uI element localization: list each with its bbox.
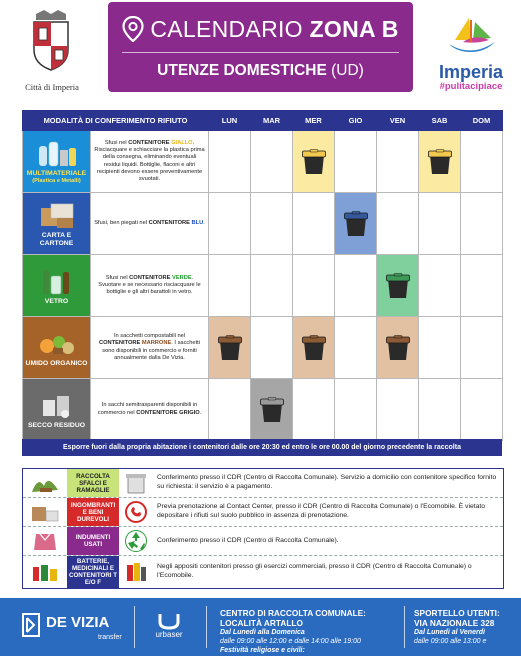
waste-category — [23, 193, 91, 255]
extra-service-row — [23, 527, 503, 556]
waste-category-icon — [25, 328, 88, 358]
day-cell-gio — [335, 317, 377, 379]
disposal-instructions: Sfusi nel CONTENITORE GIALLO. Risciacquare e schiacciare la plastica prima della consegna, eliminando eventuali residui liquidi. Bottiglie, flaconi e altri recipienti devono essere preventivamente svuotati. — [91, 131, 209, 193]
header-day: SAB — [419, 111, 461, 131]
day-cell-lun — [209, 379, 251, 441]
table-header-row — [23, 111, 503, 131]
waste-category-icon — [25, 266, 88, 296]
header-mode: MODALITÀ DI CONFERIMENTO RIFIUTO — [23, 111, 209, 131]
header-day: MAR — [251, 111, 293, 131]
waste-category-label: MULTIMATERIALE — [26, 170, 87, 178]
waste-category-label: SECCO RESIDUO — [27, 421, 86, 429]
bin-icon — [335, 211, 376, 237]
cdr-days: Dal Lunedì alla Domenica — [220, 629, 305, 636]
service-tag: RACCOLTA SFALCI E RAMAGLIE — [67, 469, 119, 497]
day-cell-ven — [377, 255, 419, 317]
page-header — [0, 0, 521, 100]
service-description: Conferimento presso il CDR (Centro di Raccolta Comunale). Servizio a domicilio con contenitore specifico fornito su richiesta: il servizio è a pagamento. — [157, 474, 497, 490]
desk-title: SPORTELLO UTENTI: — [414, 609, 500, 618]
day-cell-mar — [251, 317, 293, 379]
waste-category — [23, 317, 91, 379]
collection-calendar-table — [22, 110, 503, 441]
header-day: MER — [293, 111, 335, 131]
day-cell-sab — [419, 379, 461, 441]
waste-category — [23, 131, 91, 193]
table-row — [23, 317, 503, 379]
day-cell-gio — [335, 379, 377, 441]
cdr-holidays: Festività religiose e civili: — [220, 647, 305, 654]
day-cell-mar — [251, 193, 293, 255]
waste-category-icon — [25, 138, 88, 168]
calendar-subtitle: UTENZE DOMESTICHE (UD) — [157, 62, 364, 79]
day-cell-dom — [461, 131, 503, 193]
title-banner — [108, 2, 413, 92]
calendar-title: CALENDARIO ZONA B — [150, 15, 399, 42]
day-cell-mer — [293, 131, 335, 193]
day-cell-lun — [209, 317, 251, 379]
service-photo-icon — [23, 469, 67, 497]
bin-icon — [419, 149, 460, 175]
cdr-info — [220, 609, 400, 655]
bin-icon — [209, 335, 250, 361]
brand-name: Imperia — [438, 62, 504, 82]
bin-icon — [293, 149, 334, 175]
day-cell-ven — [377, 317, 419, 379]
day-cell-mer — [293, 193, 335, 255]
service-symbol-icon — [119, 527, 153, 555]
disposal-instructions: Sfusi nel CONTENITORE VERDE. Svuotare e se necessario risciacquare le bottiglie e gli altri barattoli in vetro. — [91, 255, 209, 317]
table-row — [23, 131, 503, 193]
day-cell-gio — [335, 131, 377, 193]
waste-category-label: CARTA E CARTONE — [39, 232, 74, 247]
day-cell-mer — [293, 379, 335, 441]
day-cell-dom — [461, 255, 503, 317]
user-desk-info — [414, 609, 519, 646]
footer-divider — [134, 606, 135, 648]
service-photo-icon — [23, 498, 67, 526]
waste-category-icon — [25, 200, 88, 230]
day-cell-mer — [293, 317, 335, 379]
header-day: LUN — [209, 111, 251, 131]
day-cell-lun — [209, 193, 251, 255]
title-divider — [122, 52, 399, 53]
day-cell-mar — [251, 131, 293, 193]
de-vizia-mark-icon — [22, 612, 40, 638]
waste-category — [23, 255, 91, 317]
day-cell-ven — [377, 379, 419, 441]
disposal-instructions: Sfusi, ben piegati nel CONTENITORE BLU. — [91, 193, 209, 255]
footer-divider — [206, 606, 207, 648]
service-tag: INGOMBRANTI E BENI DUREVOLI — [67, 498, 119, 526]
service-symbol-icon — [119, 469, 153, 497]
service-symbol-icon — [119, 556, 153, 588]
exposure-note: Esporre fuori dalla propria abitazione i contenitori dalle ore 20:30 ed entro le ore 00.00 del giorno precedente la raccolta — [22, 439, 502, 456]
cdr-hours: dalle 09:00 alle 12:00 e dalle 14:00 alle 19:00 — [220, 638, 361, 645]
day-cell-mer — [293, 255, 335, 317]
bin-icon — [377, 273, 418, 299]
service-photo-icon — [23, 527, 67, 555]
city-crest-icon — [30, 10, 72, 72]
day-cell-dom — [461, 193, 503, 255]
extra-service-row — [23, 469, 503, 498]
day-cell-sab — [419, 317, 461, 379]
day-cell-gio — [335, 193, 377, 255]
desk-hours: dalle 09:00 alle 13:00 e — [414, 638, 487, 645]
extra-service-row — [23, 498, 503, 527]
zone-name: ZONA B — [309, 15, 399, 42]
header-day: GIO — [335, 111, 377, 131]
day-cell-gio — [335, 255, 377, 317]
urbaser-logo — [146, 612, 192, 650]
disposal-instructions: In sacchetti compostabili nel CONTENITORE MARRONE. I sacchetti sono disponibili in commercio e forniti annualmente dalla De Vizia. — [91, 317, 209, 379]
cdr-location: LOCALITÀ ARTALLO — [220, 617, 303, 628]
extra-service-row — [23, 556, 503, 588]
bin-icon — [377, 335, 418, 361]
waste-category-icon — [25, 390, 88, 420]
service-tag: INDUMENTI USATI — [67, 527, 119, 555]
service-photo-icon — [23, 556, 67, 588]
urbaser-name: urbaser — [155, 630, 183, 639]
day-cell-ven — [377, 193, 419, 255]
waste-category-label: VETRO — [44, 297, 69, 305]
day-cell-dom — [461, 379, 503, 441]
day-cell-mar — [251, 379, 293, 441]
day-cell-dom — [461, 317, 503, 379]
day-cell-mar — [251, 255, 293, 317]
disposal-instructions: In sacchi semitrasparenti disponibili in commercio nel CONTENITORE GRIGIO. — [91, 379, 209, 441]
header-day: VEN — [377, 111, 419, 131]
day-cell-sab — [419, 255, 461, 317]
service-tag: BATTERIE, MEDICINALI E CONTENITORI T E/O F — [69, 558, 118, 586]
city-name: Città di Imperia — [25, 82, 79, 92]
brand-hashtag: #pulitacipiace — [439, 81, 503, 92]
bin-icon — [293, 335, 334, 361]
bin-icon — [251, 397, 292, 423]
waste-category — [23, 379, 91, 441]
de-vizia-sub: transfer — [98, 634, 122, 641]
urbaser-mark-icon — [157, 612, 181, 630]
cdr-title: CENTRO DI RACCOLTA COMUNALE: — [220, 608, 366, 618]
waste-category-label: UMIDO ORGANICO — [25, 359, 88, 367]
desk-address: VIA NAZIONALE 328 — [414, 617, 495, 628]
location-pin-icon — [122, 16, 144, 42]
contact-footer — [0, 598, 521, 656]
day-cell-lun — [209, 131, 251, 193]
service-description: Conferimento presso il CDR (Centro di Raccolta Comunale). — [157, 536, 339, 544]
day-cell-sab — [419, 131, 461, 193]
waste-category-sub: (Plastica e Metalli) — [32, 177, 81, 184]
service-description: Previa prenotazione al Contact Center, presso il CDR (Centro di Raccolta Comunale) o l'Ecomobile. È vietato depositare i rifiuti sul suolo pubblico in assenza di prenotazione. — [157, 503, 486, 519]
extra-services-table — [22, 468, 504, 589]
desk-days: Dal Lunedì al Venerdì — [414, 629, 485, 636]
service-description: Negli appositi contenitori presso gli esercizi commerciali, presso il CDR (Centro di Raccolta Comunale) o l'Ecomobile. — [157, 563, 472, 579]
de-vizia-name: DE VIZIA — [46, 614, 110, 631]
table-row — [23, 379, 503, 441]
header-day: DOM — [461, 111, 503, 131]
day-cell-ven — [377, 131, 419, 193]
footer-divider — [404, 606, 405, 648]
sailboat-logo-icon — [441, 14, 501, 58]
title-row — [108, 12, 413, 46]
table-row — [23, 193, 503, 255]
day-cell-sab — [419, 193, 461, 255]
service-symbol-icon — [119, 498, 153, 526]
day-cell-lun — [209, 255, 251, 317]
table-row — [23, 255, 503, 317]
de-vizia-logo — [22, 610, 122, 646]
imperia-brand-logo — [428, 14, 514, 94]
